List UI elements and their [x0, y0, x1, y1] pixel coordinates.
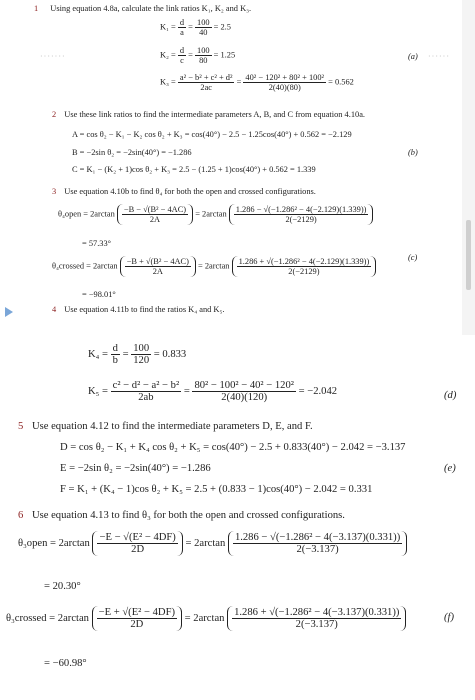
scrollbar[interactable]	[462, 0, 475, 335]
fraction: $\frac{100}{40}$	[197, 18, 210, 37]
step-number: 3	[52, 187, 57, 196]
eq-tag-c: (c)	[408, 253, 418, 262]
fraction: $\frac{d}{a}$	[179, 18, 185, 37]
eq-lhs: θ₃crossed = 2arctan	[6, 612, 89, 624]
scrollbar-thumb[interactable]	[466, 220, 471, 290]
eq-tag-b: (b)	[408, 148, 418, 157]
eq-tag-f: (f)	[444, 612, 454, 623]
eq-lhs: K₄ =	[88, 348, 108, 360]
fraction: $\frac{\text{a² − b² + c² + d²}}{2ac}$	[179, 73, 233, 92]
eq-k1: K₁ = $\frac{d}{a}$ = $\frac{100}{40}$ = 2.5	[160, 18, 231, 37]
eq-k4: K₄ = $\frac{d}{b}$ = $\frac{100}{120}$ = 0.833	[88, 343, 187, 366]
eq-c: C = K₁ − (K₂ + 1)cos θ₂ + K₃ = 2.5 − (1.25 + 1)cos(40°) + 0.562 = 1.339	[72, 165, 316, 174]
step-6	[18, 510, 345, 521]
eq-f: F = K₁ + (K₄ − 1)cos θ₂ + K₅ = 2.5 + (0.833 − 1)cos(40°) − 2.042 = 0.331	[60, 484, 373, 495]
eq-theta4-crossed: θ₄crossed = 2arctan $\frac{\text{−B + √(B² − 4AC)}}{2A}$ = 2arctan $\frac{\text{1.286 + √(−1.286² − 4(−2.129)(1.339))}}{2(-2129)}$	[52, 256, 376, 277]
eq-result: = 1.25	[213, 50, 236, 60]
eq-theta3-open: θ₃open = 2arctan $\frac{\text{−E − √(E² − 4DF)}}{2D}$ = 2arctan $\frac{\text{1.286 − √(−1.286² − 4(−3.137)(0.331))}}{2(-3.137)}$	[18, 531, 407, 556]
eq-d: D = cos θ₂ − K₁ + K₄ cos θ₂ + K₅ = cos(40°) − 2.5 + 0.833(40°) − 2.042 = −3.137	[60, 442, 406, 453]
step-number: 1	[34, 4, 39, 13]
step-number: 2	[52, 110, 57, 119]
eq-tag-d: (d)	[444, 390, 457, 401]
step-4	[52, 305, 225, 314]
step-number: 5	[18, 421, 24, 432]
eq-result: = −2.042	[298, 385, 338, 397]
eq-a: A = cos θ₂ − K₁ − K₂ cos θ₂ + K₃ = cos(40°) − 2.5 − 1.25cos(40°) + 0.562 = −2.129	[72, 130, 352, 139]
step-number: 6	[18, 510, 24, 521]
step-1	[34, 4, 251, 13]
eq-lhs: K₂ =	[160, 50, 176, 60]
eq-theta3-crossed-result: = −60.98°	[44, 658, 87, 669]
eq-theta4-open-result: = 57.33°	[82, 239, 112, 248]
eq-lhs: θ₄open = 2arctan	[58, 209, 115, 219]
eq-k2: K₂ = $\frac{d}{c}$ = $\frac{100}{80}$ = 1.25	[160, 46, 236, 65]
eq-result: = 0.833	[153, 348, 187, 360]
fraction: $\frac{d}{c}$	[179, 46, 185, 65]
eq-tag-e: (e)	[444, 463, 456, 474]
step-text: Use equation 4.11b to find the ratios K₄ and K₅.	[64, 305, 225, 314]
eq-tag-a: (a)	[408, 52, 418, 61]
step-3	[52, 187, 316, 196]
step-text: Use equation 4.10b to find θ₄ for both the open and crossed configurations.	[64, 187, 316, 196]
eq-lhs: θ₄crossed = 2arctan	[52, 261, 118, 271]
step-5	[18, 421, 313, 432]
step-text: Use equation 4.12 to find the intermediate parameters D, E, and F.	[31, 421, 313, 432]
eq-result: = 2.5	[213, 22, 231, 32]
eq-lhs: K₅ =	[88, 385, 108, 397]
bottom-page	[0, 335, 475, 700]
eq-result: = 0.562	[328, 77, 354, 87]
eq-k3: K₃ = $\frac{\text{a² − b² + c² + d²}}{2ac}$ = $\frac{\text{40² − 120² + 80² + 100²}}{2(40)(80)}$ = 0.562	[160, 73, 354, 92]
margin-dots: ·······	[40, 52, 66, 61]
fraction: $\frac{\text{40² − 120² + 80² + 100²}}{2(40)(80)}$	[245, 73, 325, 92]
step-text: Use equation 4.13 to find θ₃ for both the open and crossed configurations.	[31, 510, 345, 521]
eq-theta4-crossed-result: = −98.01°	[82, 290, 116, 299]
step-number: 4	[52, 305, 57, 314]
step-2	[52, 110, 365, 119]
play-icon[interactable]	[5, 307, 13, 317]
eq-lhs: θ₃open = 2arctan	[18, 537, 90, 549]
step-text: Using equation 4.8a, calculate the link ratios K₁, K₂ and K₃.	[50, 4, 252, 13]
eq-b: B = −2sin θ₂ = −2sin(40°) = −1.286	[72, 148, 192, 157]
fraction: $\frac{100}{80}$	[197, 46, 210, 65]
eq-k5: K₅ = $\frac{\text{c² − d² − a² − b²}}{2ab}$ = $\frac{\text{80² − 100² − 40² − 120²}}{2(40)(120)}$ = −2.042	[88, 380, 338, 403]
eq-theta4-open: θ₄open = 2arctan $\frac{\text{−B − √(B² − 4AC)}}{2A}$ = 2arctan $\frac{\text{1.286 − √(−1.286² − 4(−2.129)(1.339))}}{2(-2129)}$	[58, 204, 373, 225]
margin-dots: ······	[428, 52, 450, 61]
step-text: Use these link ratios to find the intermediate parameters A, B, and C from equation 4.10a.	[64, 110, 366, 119]
top-page	[0, 0, 475, 335]
eq-lhs: K₃ =	[160, 77, 176, 87]
eq-e: E = −2sin θ₂ = −2sin(40°) = −1.286	[60, 463, 211, 474]
eq-lhs: K₁ =	[160, 22, 176, 32]
eq-theta3-crossed: θ₃crossed = 2arctan $\frac{\text{−E + √(E² − 4DF)}}{2D}$ = 2arctan $\frac{\text{1.286 + √(−1.286² − 4(−3.137)(0.331))}}{2(-3.137)}$	[6, 606, 406, 631]
eq-theta3-open-result: = 20.30°	[44, 581, 81, 592]
